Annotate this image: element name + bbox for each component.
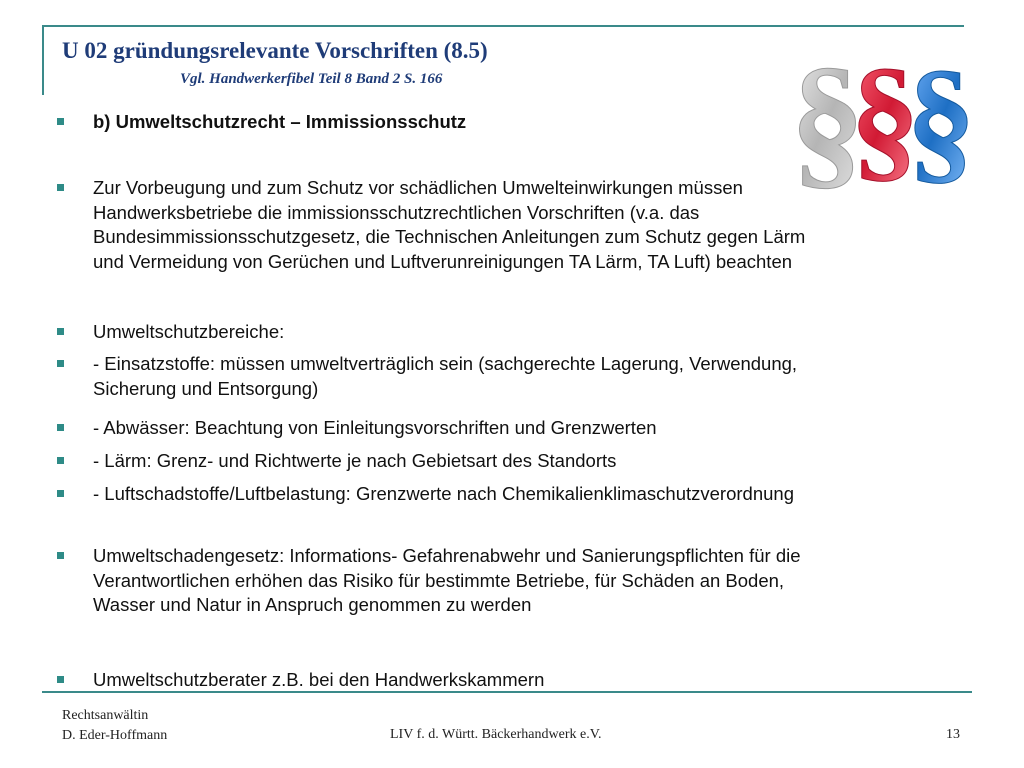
list-item-line: b) Umweltschutzrecht – Immissionsschutz [93, 111, 467, 132]
slide-subtitle: Vgl. Handwerkerfibel Teil 8 Band 2 S. 166 [180, 71, 443, 87]
bullet-marker [57, 552, 64, 559]
list-item-text [93, 482, 978, 507]
slide-title: U 02 gründungsrelevante Vorschriften (8.5) [62, 38, 488, 63]
list-item-line: Verantwortlichen erhöhen das Risiko für bestimmte Betriebe, für Schäden an Boden, [93, 569, 785, 591]
list-item-line: Handwerksbetriebe die immissionsschutzrechtlichen Vorschriften (v.a. das [93, 201, 700, 223]
title-left-rule [42, 25, 44, 95]
paragraph-sign-blue: § [906, 42, 976, 197]
bullet-marker [57, 424, 64, 431]
list-item-line: Umweltschadengesetz: Informations- Gefahrenabwehr und Sanierungspflichten für die [93, 545, 801, 566]
list-item-text [93, 449, 978, 474]
paragraph-sign-grey: § [790, 38, 865, 198]
footer-organization: LIV f. d. Württ. Bäckerhandwerk e.V. [390, 727, 602, 742]
footer-author [62, 706, 167, 746]
bullet-marker [57, 184, 64, 191]
bullet-marker [57, 360, 64, 367]
bullet-marker [57, 118, 64, 125]
list-item-line: - Luftschadstoffe/Luftbelastung: Grenzwerte nach Chemikalienklimaschutzverordnung [93, 483, 794, 504]
list-item-text [93, 416, 978, 441]
list-item-line: - Lärm: Grenz- und Richtwerte je nach Gebietsart des Standorts [93, 450, 617, 471]
bullet-marker [57, 457, 64, 464]
list-item-text [93, 320, 978, 345]
list-item-line: Umweltschutzbereiche: [93, 321, 285, 342]
list-item-line: - Abwässer: Beachtung von Einleitungsvorschriften und Grenzwerten [93, 417, 657, 438]
title-top-rule [42, 25, 964, 27]
list-item-text [93, 352, 978, 401]
page-number: 13 [946, 727, 960, 742]
list-item-line: Umweltschutzberater z.B. bei den Handwerkskammern [93, 669, 545, 690]
list-item-text [93, 668, 978, 693]
list-item-line: Bundesimmissionsschutzgesetz, die Technischen Anleitungen zum Schutz gegen Lärm [93, 226, 806, 247]
list-item-text [93, 110, 978, 135]
list-item-line: Zur Vorbeugung und zum Schutz vor schädlichen Umwelteinwirkungen müssen [93, 177, 743, 198]
list-item-text [93, 544, 978, 618]
list-item-text [93, 176, 978, 274]
list-item-line: Wasser und Natur in Anspruch genommen zu werden [93, 594, 532, 615]
bullet-marker [57, 490, 64, 497]
bullet-marker [57, 328, 64, 335]
footer-rule [42, 691, 972, 693]
list-item-line: Sicherung und Entsorgung) [93, 377, 319, 399]
paragraph-sign-red: § [850, 40, 920, 195]
list-item-line: und Vermeidung von Gerüchen und Luftverunreinigungen TA Lärm, TA Luft) beachten [93, 250, 793, 272]
footer-author-name: D. Eder-Hoffmann [62, 728, 168, 743]
footer-author-title: Rechtsanwältin [62, 708, 149, 723]
bullet-marker [57, 676, 64, 683]
list-item-line: - Einsatzstoffe: müssen umweltverträglich sein (sachgerechte Lagerung, Verwendung, [93, 353, 798, 374]
